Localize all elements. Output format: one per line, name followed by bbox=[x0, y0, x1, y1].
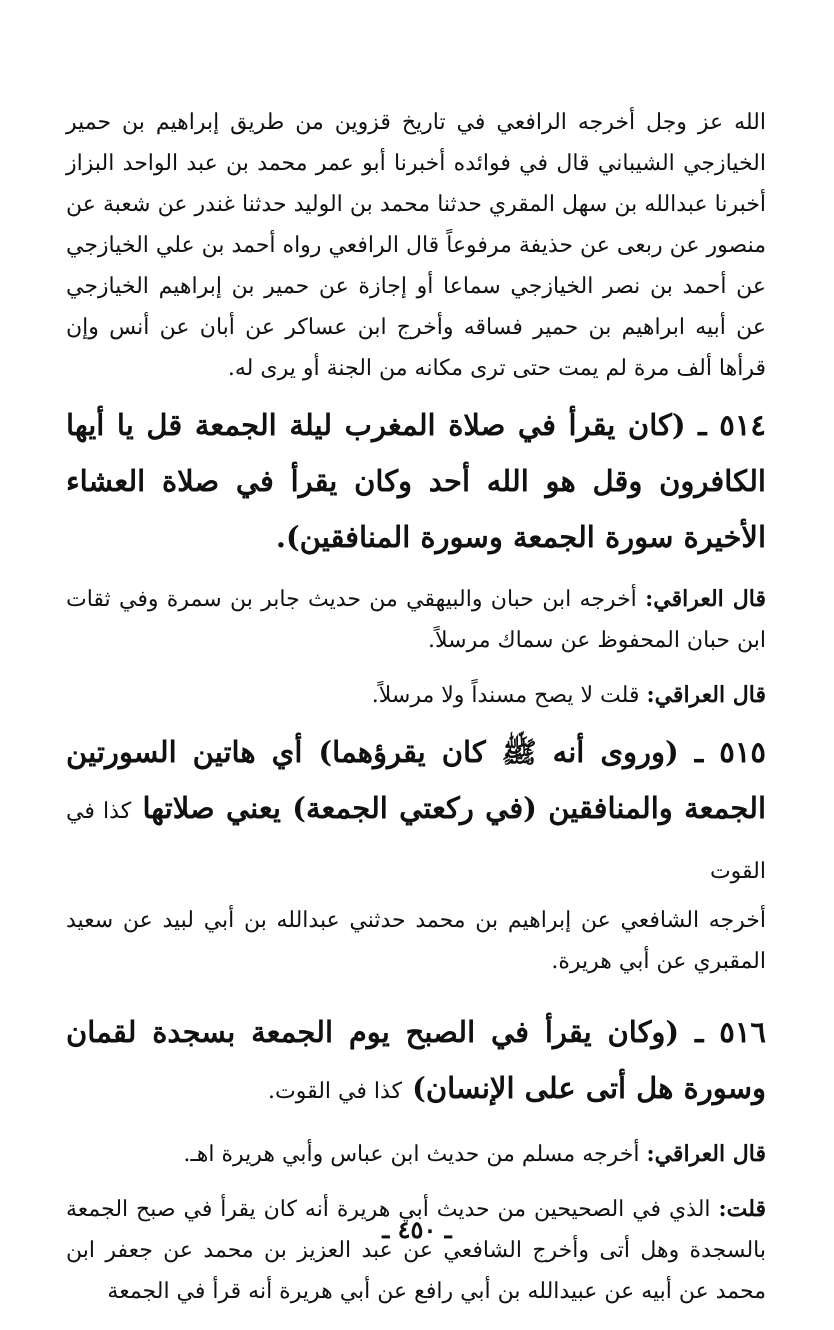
note-label: قال العراقي: bbox=[646, 1141, 766, 1167]
page-body bbox=[66, 102, 766, 1312]
note-text: الذي في الصحيحين من حديث أبي هريرة أنه كان يقرأ في صبح الجمعة بالسجدة وهل أتى وأخرج الشافعي عن عبد العزيز بن محمد عن جعفر ابن محمد عن أبيه عن عبيدالله بن أبي رافع عن أبي هريرة أنه قرأ في الجمعة bbox=[66, 1197, 766, 1304]
page-number: ـ ٤٥٠ ـ bbox=[382, 1215, 452, 1244]
hadith-514 bbox=[66, 397, 766, 565]
hadith-source: كذا في القوت. bbox=[268, 1079, 402, 1104]
iraqi-note-2 bbox=[66, 675, 766, 716]
paragraph-intro: الله عز وجل أخرجه الرافعي في تاريخ قزوين من طريق إبراهيم بن حمير الخيازجي الشيباني قال في فوائده أخبرنا أبو عمر محمد بن عبد الواحد البزاز أخبرنا عبدالله بن سهل المقري حدثنا محمد بن الوليد حدثنا غندر عن شعبة عن منصور عن ربعى عن حذيفة مرفوعاً قال الرافعي رواه أحمد بن علي الخيازجي عن أحمد بن نصر الخيازجي سماعا أو إجازة عن حمير بن إبراهيم الخيازجي عن أبيه ابراهيم بن حمير فساقه وأخرج ابن عساكر عن أبان عن أنس وإن قرأها ألف مرة لم يمت حتى ترى مكانه من الجنة أو يرى له. bbox=[66, 110, 766, 381]
iraqi-note-3 bbox=[66, 1134, 766, 1175]
iraqi-note-1 bbox=[66, 579, 766, 661]
hadith-text: (كان يقرأ في صلاة المغرب ليلة الجمعة قل يا أيها الكافرون وقل هو الله أحد وكان يقرأ في صلاة العشاء الأخيرة سورة الجمعة وسورة المنافقين). bbox=[66, 408, 766, 554]
note-label: قال العراقي: bbox=[645, 586, 766, 612]
note-label: قلت: bbox=[718, 1196, 766, 1222]
hadith-number: ٥١٥ ـ bbox=[694, 735, 766, 769]
hadith-515 bbox=[66, 724, 766, 900]
hadith-number: ٥١٦ ـ bbox=[694, 1015, 766, 1049]
note-label: قال العراقي: bbox=[646, 682, 766, 708]
qultu-note bbox=[66, 1189, 766, 1312]
note-text: أخرجه ابن حبان والبيهقي من حديث جابر بن سمرة وفي ثقات ابن حبان المحفوظ عن سماك مرسلاً. bbox=[66, 587, 766, 653]
paragraph-515-takhrij: أخرجه الشافعي عن إبراهيم بن محمد حدثني عبدالله بن أبي لبيد عن سعيد المقبري عن أبي هريرة. bbox=[66, 908, 766, 974]
hadith-source: كذا في القوت bbox=[66, 799, 766, 884]
note-text: قلت لا يصح مسنداً ولا مرسلاً. bbox=[371, 683, 640, 708]
hadith-text: (وروى أنه ﷺ كان يقرؤهما) أي هاتين السورتين الجمعة والمنافقين (في ركعتي الجمعة) يعني صلاتها bbox=[66, 735, 766, 825]
hadith-text: (وكان يقرأ في الصبح يوم الجمعة بسجدة لقمان وسورة هل أتى على الإنسان) bbox=[66, 1015, 766, 1105]
note-text: أخرجه مسلم من حديث ابن عباس وأبي هريرة اهـ. bbox=[183, 1142, 640, 1167]
hadith-516 bbox=[66, 1004, 766, 1120]
hadith-number: ٥١٤ ـ bbox=[698, 408, 766, 442]
